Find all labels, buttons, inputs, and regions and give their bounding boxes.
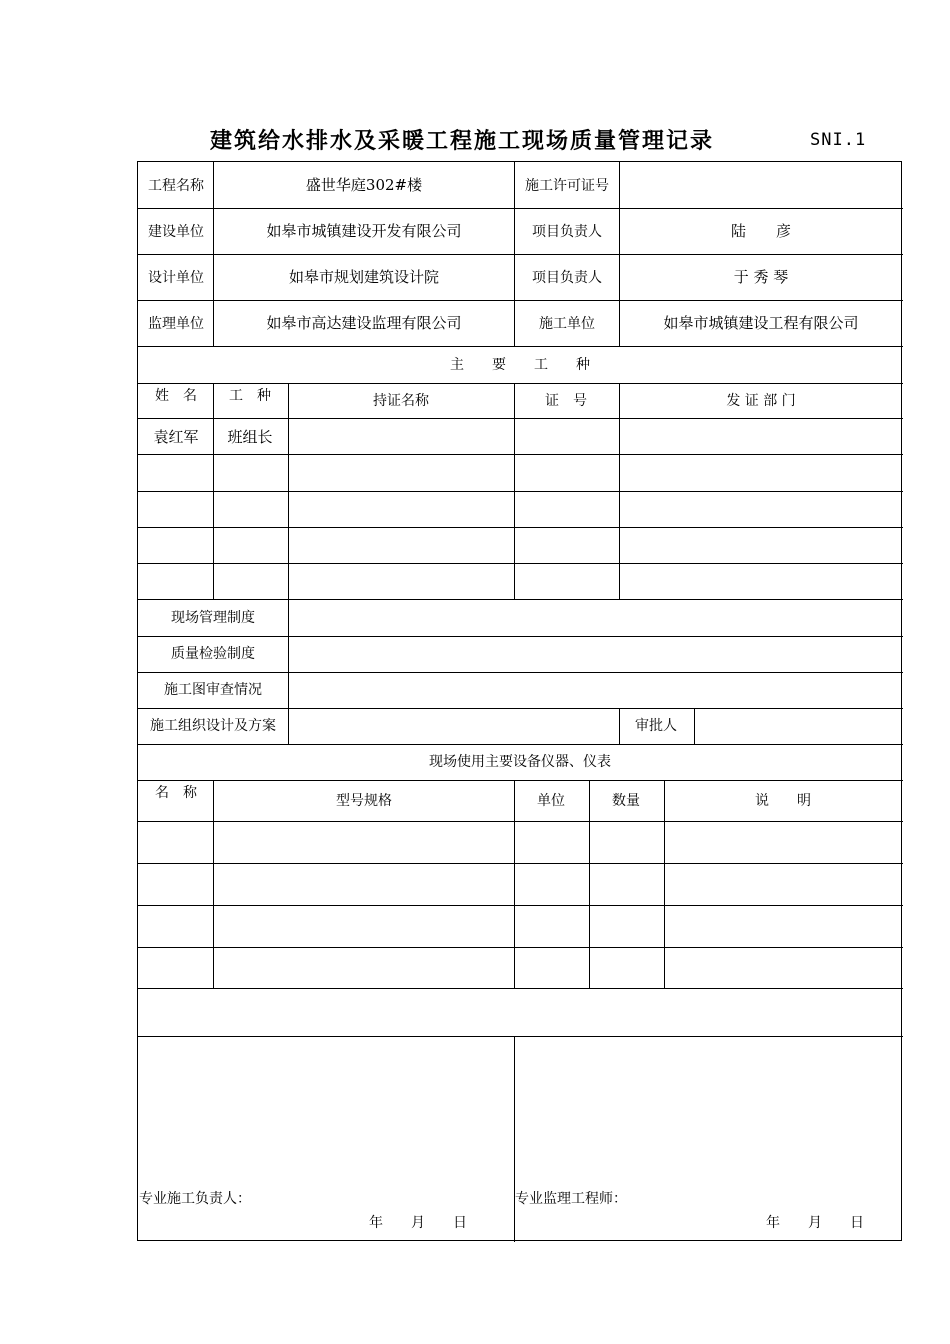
contractor-unit-label: 施工单位 bbox=[539, 316, 595, 332]
supervisor-sign-date: 年 月 日 bbox=[766, 1215, 864, 1231]
row-divider bbox=[138, 254, 903, 255]
col-divider bbox=[288, 599, 289, 744]
row-divider bbox=[138, 208, 903, 209]
col-divider bbox=[514, 383, 515, 599]
row-divider bbox=[138, 346, 903, 347]
row-divider bbox=[138, 672, 903, 673]
worker-header-cert: 持证名称 bbox=[373, 393, 429, 409]
row-divider bbox=[138, 300, 903, 301]
row-divider bbox=[138, 780, 903, 781]
workers-section-title: 主 要 工 种 bbox=[450, 357, 590, 373]
row-divider bbox=[138, 383, 903, 384]
row-divider bbox=[138, 527, 903, 528]
row-divider bbox=[138, 744, 903, 745]
owner-manager-value: 陆 彦 bbox=[730, 222, 792, 240]
row-divider bbox=[138, 599, 903, 600]
worker-name: 袁红军 bbox=[153, 428, 199, 446]
contractor-sign-date: 年 月 日 bbox=[369, 1215, 467, 1231]
equipment-header-unit: 单位 bbox=[537, 793, 565, 809]
org-design-label: 施工组织设计及方案 bbox=[150, 718, 276, 734]
equipment-header-quantity: 数量 bbox=[612, 793, 640, 809]
design-unit-value: 如皋市规划建筑设计院 bbox=[288, 268, 440, 286]
quality-inspection-label: 质量检验制度 bbox=[171, 646, 255, 662]
col-divider bbox=[514, 780, 515, 988]
equipment-header-notes: 说 明 bbox=[755, 793, 811, 809]
col-divider bbox=[589, 780, 590, 988]
row-divider bbox=[138, 563, 903, 564]
contractor-sign-label: 专业施工负责人： bbox=[139, 1191, 251, 1207]
equipment-header-name: 名 称 bbox=[155, 785, 197, 801]
col-divider bbox=[619, 708, 620, 744]
row-divider bbox=[138, 821, 903, 822]
owner-unit-value: 如皋市城镇建设开发有限公司 bbox=[266, 222, 462, 240]
row-divider bbox=[138, 491, 903, 492]
row-divider bbox=[138, 636, 903, 637]
site-management-label: 现场管理制度 bbox=[171, 610, 255, 626]
form-code: SNI.1 bbox=[810, 130, 867, 150]
col-divider bbox=[664, 780, 665, 988]
row-divider bbox=[138, 418, 903, 419]
drawing-review-label: 施工图审查情况 bbox=[164, 682, 262, 698]
supervisor-sign-label: 专业监理工程师： bbox=[515, 1191, 627, 1207]
design-unit-label: 设计单位 bbox=[148, 270, 204, 286]
design-manager-label: 项目负责人 bbox=[532, 270, 602, 286]
col-divider bbox=[213, 780, 214, 988]
col-divider bbox=[514, 1036, 515, 1242]
col-divider bbox=[694, 708, 695, 744]
row-divider bbox=[138, 708, 903, 709]
owner-unit-label: 建设单位 bbox=[148, 224, 204, 240]
quality-record-form bbox=[137, 161, 902, 1241]
approver-label: 审批人 bbox=[635, 718, 677, 734]
project-name-label: 工程名称 bbox=[148, 178, 204, 194]
design-manager-value: 于 秀 琴 bbox=[733, 268, 789, 286]
col-divider bbox=[514, 162, 515, 346]
contractor-unit-value: 如皋市城镇建设工程有限公司 bbox=[663, 314, 859, 332]
row-divider bbox=[138, 1036, 903, 1037]
equipment-section-title: 现场使用主要设备仪器、仪表 bbox=[429, 754, 611, 770]
col-divider bbox=[213, 162, 214, 346]
col-divider bbox=[288, 383, 289, 599]
col-divider bbox=[213, 383, 214, 599]
worker-trade: 班组长 bbox=[227, 428, 273, 446]
worker-header-name: 姓 名 bbox=[155, 388, 197, 404]
supervision-unit-value: 如皋市高达建设监理有限公司 bbox=[266, 314, 462, 332]
row-divider bbox=[138, 905, 903, 906]
row-divider bbox=[138, 988, 903, 989]
supervision-unit-label: 监理单位 bbox=[148, 316, 204, 332]
project-name-value: 盛世华庭302#楼 bbox=[305, 176, 423, 194]
worker-header-cert-no: 证 号 bbox=[545, 393, 587, 409]
worker-header-issuer: 发 证 部 门 bbox=[726, 393, 796, 409]
owner-manager-label: 项目负责人 bbox=[532, 224, 602, 240]
equipment-header-model: 型号规格 bbox=[336, 793, 392, 809]
row-divider bbox=[138, 947, 903, 948]
row-divider bbox=[138, 863, 903, 864]
col-divider bbox=[619, 383, 620, 599]
page-title: 建筑给水排水及采暖工程施工现场质量管理记录 bbox=[210, 129, 715, 154]
row-divider bbox=[138, 454, 903, 455]
col-divider bbox=[619, 162, 620, 346]
worker-header-trade: 工 种 bbox=[229, 388, 271, 404]
permit-number-label: 施工许可证号 bbox=[525, 178, 609, 194]
